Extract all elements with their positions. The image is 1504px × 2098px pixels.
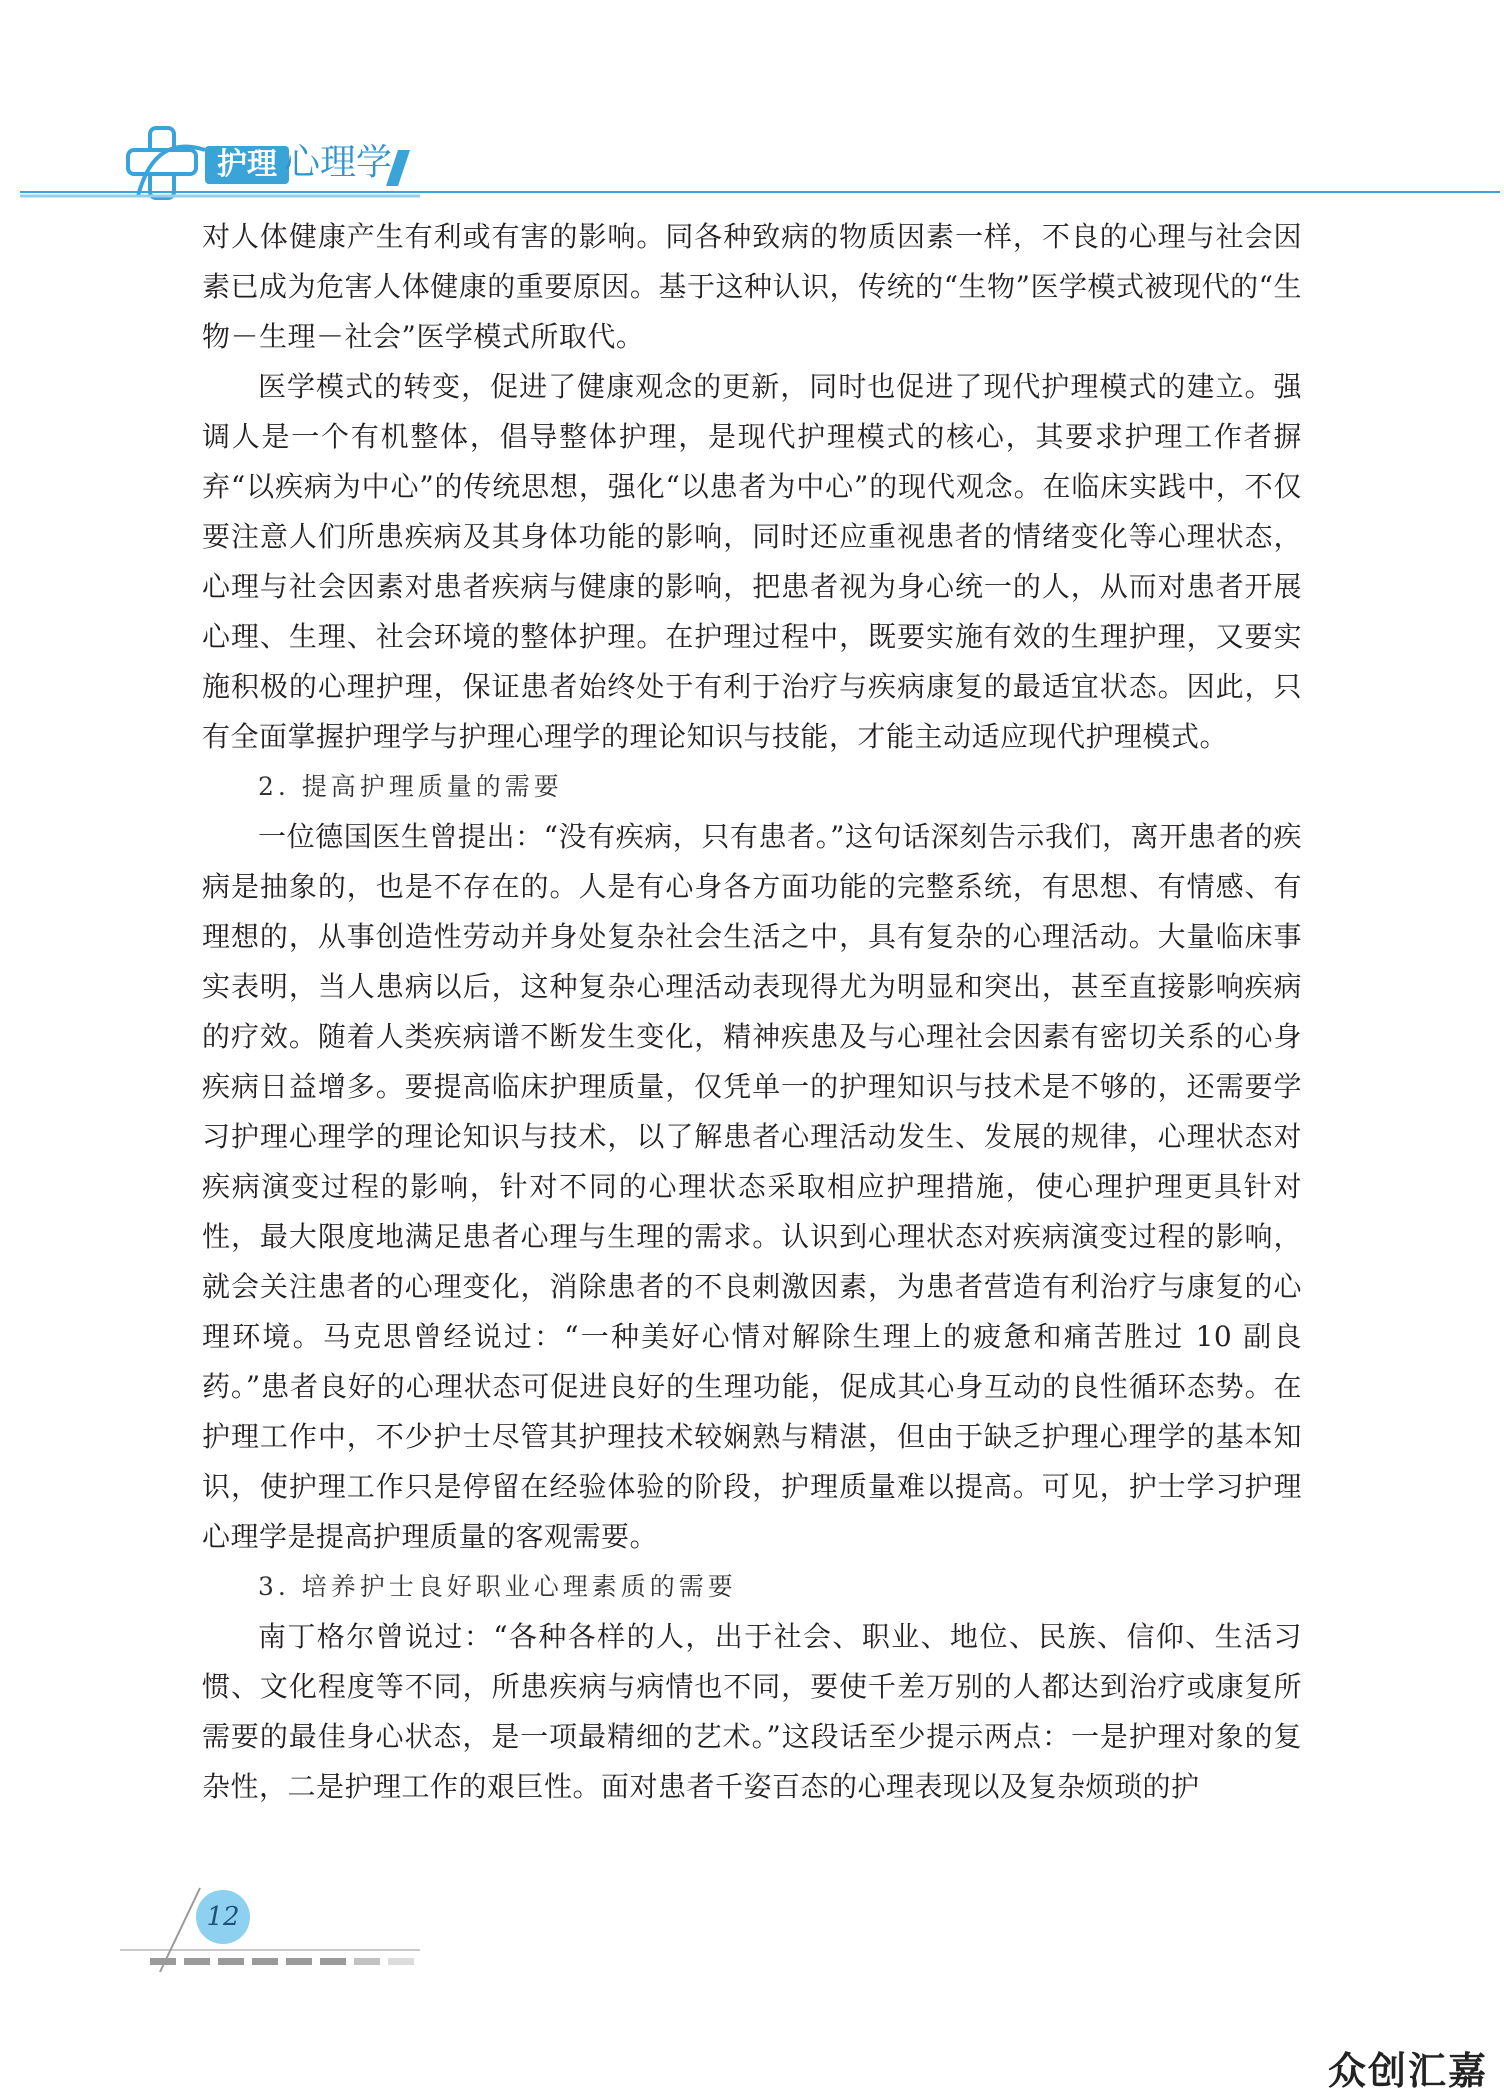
medical-cross-icon bbox=[128, 128, 205, 198]
paragraph-medical-model: 医学模式的转变，促进了健康观念的更新，同时也促进了现代护理模式的建立。强调人是一个有机整体，倡导整体护理，是现代护理模式的核心，其要求护理工作者摒弃“以疾病为中心”的传统思想，强化“以患者为中心”的现代观念。在临床实践中，不仅要注意人们所患疾病及其身体功能的影响，同时还应重视患者的情绪变化等心理状态，心理与社会因素对患者疾病与健康的影响，把患者视为身心统一的人，从而对患者开展心理、生理、社会环境的整体护理。在护理过程中，既要实施有效的生理护理，又要实施积极的心理护理，保证患者始终处于有利于治疗与疾病康复的最适宜状态。因此，只有全面掌握护理学与护理心理学的理论知识与技能，才能主动适应现代护理模式。 bbox=[202, 370, 1302, 753]
section-3-body: 南丁格尔曾说过：“各种各样的人，出于社会、职业、地位、民族、信仰、生活习惯、文化程度等不同，所患疾病与病情也不同，要使千差万别的人都达到治疗或康复所需要的最佳身心状态，是一项最精细的艺术。”这段话至少提示两点：一是护理对象的复杂性，二是护理工作的艰巨性。面对患者千姿百态的心理表现以及复杂烦琐的护 bbox=[202, 1620, 1302, 1803]
page-body bbox=[202, 212, 1302, 1812]
page-header bbox=[0, 0, 1504, 200]
paragraph-continued: 对人体健康产生有利或有害的影响。同各种致病的物质因素一样，不良的心理与社会因素已成为危害人体健康的重要原因。基于这种认识，传统的“生物”医学模式被现代的“生物－生理－社会”医学模式所取代。 bbox=[202, 220, 1302, 353]
page-number: 12 bbox=[196, 1890, 250, 1944]
section-2-body: 一位德国医生曾提出：“没有疾病，只有患者。”这句话深刻告示我们，离开患者的疾病是抽象的，也是不存在的。人是有心身各方面功能的完整系统，有思想、有情感、有理想的，从事创造性劳动并身处复杂社会生活之中，具有复杂的心理活动。大量临床事实表明，当人患病以后，这种复杂心理活动表现得尤为明显和突出，甚至直接影响疾病的疗效。随着人类疾病谱不断发生变化，精神疾患及与心理社会因素有密切关系的心身疾病日益增多。要提高临床护理质量，仅凭单一的护理知识与技术是不够的，还需要学习护理心理学的理论知识与技术，以了解患者心理活动发生、发展的规律，心理状态对疾病演变过程的影响，针对不同的心理状态采取相应护理措施，使心理护理更具针对性，最大限度地满足患者心理与生理的需求。认识到心理状态对疾病演变过程的影响，就会关注患者的心理变化，消除患者的不良刺激因素，为患者营造有利治疗与康复的心理环境。马克思曾经说过：“一种美好心情对解除生理上的疲惫和痛苦胜过 10 副良药。”患者良好的心理状态可促进良好的生理功能，促成其心身互动的良性循环态势。在护理工作中，不少护士尽管其护理技术较娴熟与精湛，但由于缺乏护理心理学的基本知识，使护理工作只是停留在经验体验的阶段，护理质量难以提高。可见，护士学习护理心理学是提高护理质量的客观需要。 bbox=[202, 820, 1302, 1553]
brand-title-part2: 心理学 bbox=[284, 142, 393, 183]
watermark-text: 众创汇嘉 bbox=[1327, 2049, 1488, 2093]
brand-title-part1: 护理 bbox=[205, 146, 289, 184]
section-heading-3: 3. 培养护士良好职业心理素质的需要 bbox=[258, 1572, 737, 1601]
section-heading-2: 2. 提高护理质量的需要 bbox=[258, 772, 563, 801]
